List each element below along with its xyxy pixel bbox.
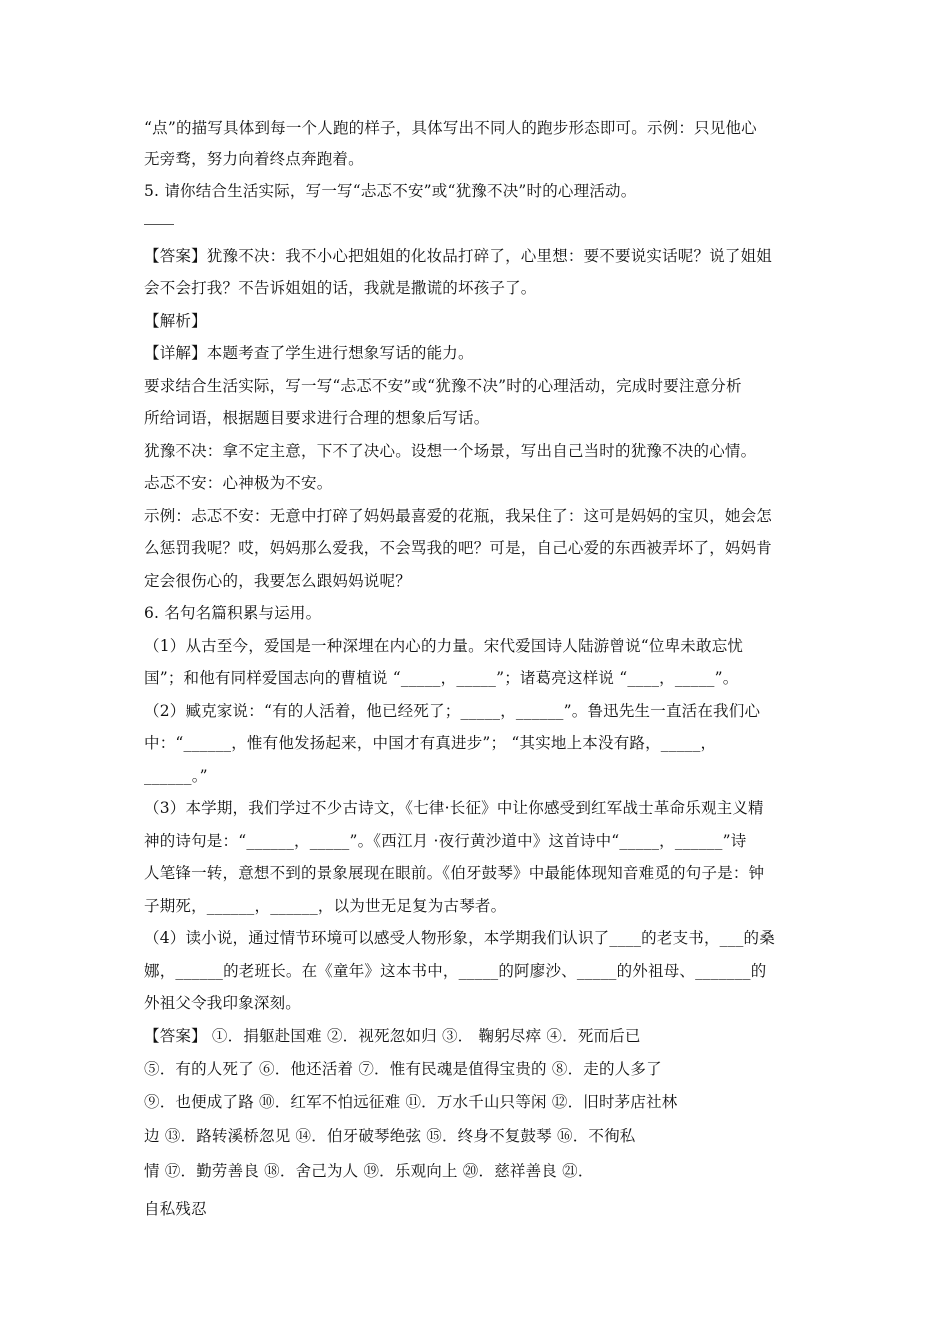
answer-line: 【答案】犹豫不决：我不小心把姐姐的化妆品打碎了，心里想：要不要说实话呢？说了姐姐 [144,247,773,265]
answer-blank-line [144,224,174,225]
answer-line: 情 ⑰．勤劳善良 ⑱．舍己为人 ⑲．乐观向上 ⑳．慈祥善良 ㉑． [144,1162,594,1180]
text-line: 外祖父令我印象深刻。 [144,994,302,1012]
text-line: “点”的描写具体到每一个人跑的样子，具体写出不同人的跑步形态即可。示例：只见他心 [144,119,757,137]
answer-line: 自私残忍 [144,1200,207,1218]
text-line: 娜，______的老班长。在《童年》这本书中，_____的阿廖沙、_____的外祖母、_______的 [144,962,767,980]
answer-line: ⑤．有的人死了 ⑥．他还活着 ⑦．惟有民魂是值得宝贵的 ⑧．走的人多了 [144,1060,662,1078]
text-line: 忐忑不安：心神极为不安。 [144,474,333,492]
text-line: 国”；和他有同样爱国志向的曹植说 “_____，_____”；诸葛亮这样说 “____，_____”。 [144,669,739,687]
answer-line: 【答案】 ①．捐躯赴国难 ②．视死忽如归 ③． 鞠躬尽瘁 ④．死而后已 [144,1027,641,1045]
text-line: 会不会打我？不告诉姐姐的话，我就是撒谎的坏孩子了。 [144,279,537,297]
text-line: 要求结合生活实际，写一写“忐忑不安”或“犹豫不决”时的心理活动，完成时要注意分析 [144,377,742,395]
analysis-heading: 【解析】 [144,312,207,330]
sub-question-4: （4）读小说，通过情节环境可以感受人物形象，本学期我们认识了____的老支书，___的桑 [144,929,775,947]
text-line: 犹豫不决：拿不定主意，下不了决心。设想一个场景，写出自己当时的犹豫不决的心情。 [144,442,757,460]
text-line: 示例：忐忑不安：无意中打碎了妈妈最喜爱的花瓶，我呆住了：这可是妈妈的宝贝，她会怎 [144,507,773,525]
sub-question-3: （3）本学期，我们学过不少古诗文，《七律·长征》中让你感受到红军战士革命乐观主义精 [144,799,764,817]
text-line: 所给词语，根据题目要求进行合理的想象后写话。 [144,409,490,427]
text-line: 人笔锋一转，意想不到的景象展现在眼前。《伯牙鼓琴》中最能体现知音难觅的句子是：钟 [144,864,765,882]
sub-question-1: （1）从古至今，爱国是一种深埋在内心的力量。宋代爱国诗人陆游曾说“位卑未敢忘忧 [144,637,744,655]
text-line: 中：“______，惟有他发扬起来，中国才有真进步”； “其实地上本没有路，_____， [144,734,717,752]
sub-question-2: （2）臧克家说：“有的人活着，他已经死了；_____，______”。鲁迅先生一直活在我们心 [144,702,761,720]
answer-line: 边 ⑬．路转溪桥忽见 ⑭．伯牙破琴绝弦 ⑮．终身不复鼓琴 ⑯．不徇私 [144,1127,636,1145]
question-6: 6. 名句名篇积累与运用。 [144,604,322,622]
answer-line: ⑨．也便成了路 ⑩．红军不怕远征难 ⑪．万水千山只等闲 ⑫．旧时茅店社林 [144,1093,678,1111]
text-line: 定会很伤心的，我要怎么跟妈妈说呢？ [144,572,411,590]
text-line: ______。” [144,767,208,785]
text-line: 无旁骛，努力向着终点奔跑着。 [144,150,364,168]
text-line: 神的诗句是：“______，_____”。《西江月 ·夜行黄沙道中》这首诗中“_____，______”诗 [144,832,747,850]
text-line: 么惩罚我呢？哎，妈妈那么爱我，不会骂我的吧？可是，自己心爱的东西被弄坏了，妈妈肯 [144,539,773,557]
detail-line: 【详解】本题考查了学生进行想象写话的能力。 [144,344,474,362]
question-5: 5. 请你结合生活实际，写一写“忐忑不安”或“犹豫不决”时的心理活动。 [144,182,637,200]
text-line: 子期死，______，______，以为世无足复为古琴者。 [144,897,507,915]
